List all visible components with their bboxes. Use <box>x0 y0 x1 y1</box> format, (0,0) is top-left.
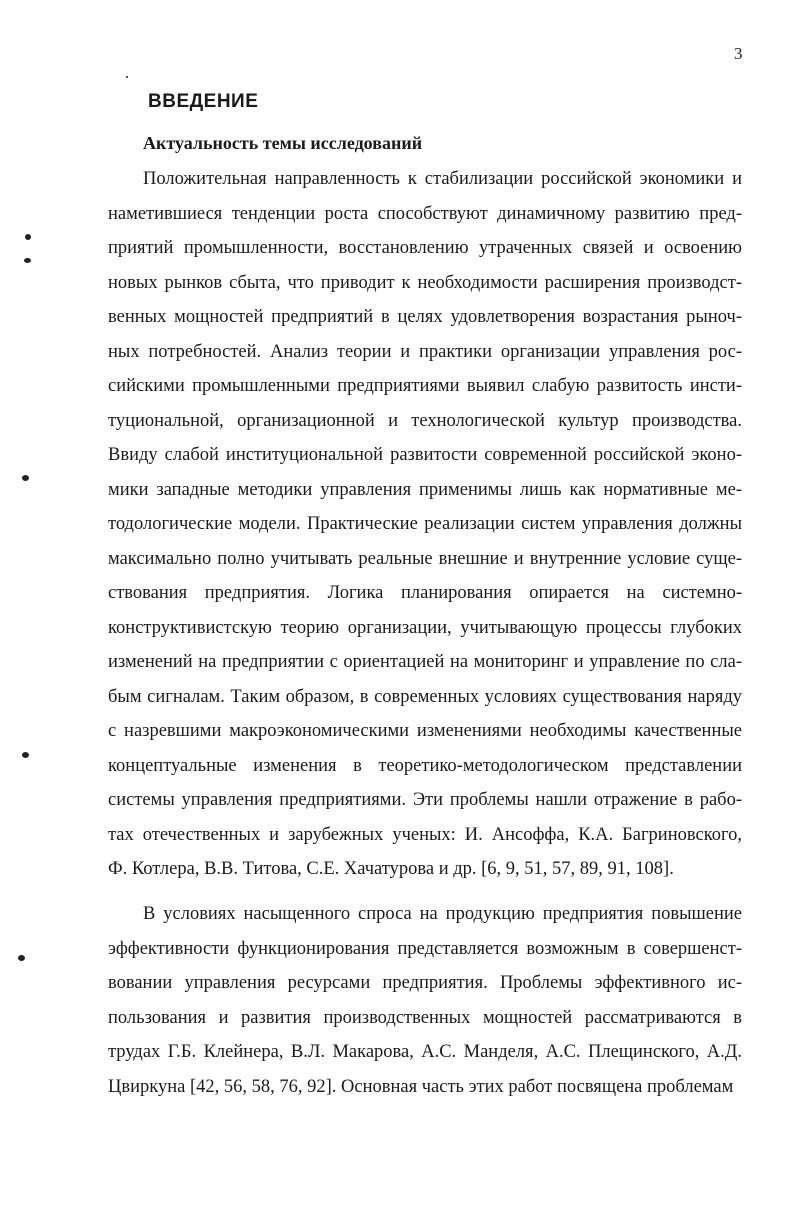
text-line: ствования предприятия. Логика планирования опирается на системно- <box>108 583 742 603</box>
text-line: максимально полно учитывать реальные внешние и внутренние условие суще- <box>108 549 742 569</box>
scan-speck <box>18 955 25 961</box>
text-line: Положительная направленность к стабилизации российской экономики и <box>143 169 742 189</box>
text-line: тодологические модели. Практические реализации систем управления должны <box>108 514 742 534</box>
text-line: с назревшими макроэкономическими изменениями необходимы качественные <box>108 721 742 741</box>
text-line: Цвиркуна [42, 56, 58, 76, 92]. Основная часть этих работ посвящена проблемам <box>108 1077 734 1097</box>
page-number: 3 <box>734 44 743 63</box>
text-line: тах отечественных и зарубежных ученых: И. Ансоффа, К.А. Багриновского, <box>108 825 742 845</box>
section-subheading: Актуальность темы исследований <box>143 133 423 153</box>
scan-speck <box>24 258 31 263</box>
text-line: трудах Г.Б. Клейнера, В.Л. Макарова, А.С. Манделя, А.С. Плещинского, А.Д. <box>108 1042 742 1062</box>
scan-speck <box>22 752 29 758</box>
text-line: В условиях насыщенного спроса на продукцию предприятия повышение <box>143 904 742 924</box>
text-line: системы управления предприятиями. Эти проблемы нашли отражение в рабо- <box>108 790 742 810</box>
text-line: ных потребностей. Анализ теории и практики организации управления рос- <box>108 342 742 362</box>
text-line: Ввиду слабой институциональной развитости современной российской эконо- <box>108 445 742 465</box>
scan-speck <box>22 475 29 481</box>
text-line: бым сигналам. Таким образом, в современных условиях существования наряду <box>108 687 742 707</box>
text-line: венных мощностей предприятий в целях удовлетворения возрастания рыноч- <box>108 307 742 327</box>
text-line: вовании управления ресурсами предприятия. Проблемы эффективного ис- <box>108 973 742 993</box>
text-line: конструктивистскую теорию организации, учитывающую процессы глубоких <box>108 618 742 638</box>
text-line: сийскими промышленными предприятиями выявил слабую развитость инсти- <box>108 376 742 396</box>
scan-speck <box>25 234 31 240</box>
text-line: Ф. Котлера, В.В. Титова, С.Е. Хачатурова и др. [6, 9, 51, 57, 89, 91, 108]. <box>108 859 674 879</box>
text-line: эффективности функционирования представляется возможным в совершенст- <box>108 939 742 959</box>
text-line: новых рынков сбыта, что приводит к необходимости расширения производст- <box>108 273 742 293</box>
text-line: концептуальные изменения в теоретико-методологическом представлении <box>108 756 742 776</box>
section-heading: ВВЕДЕНИЕ <box>148 91 259 112</box>
text-line: приятий промышленности, восстановлению утраченных связей и освоению <box>108 238 742 258</box>
text-line: наметившиеся тенденции роста способствуют динамичному развитию пред- <box>108 204 742 224</box>
scan-speck <box>126 76 128 78</box>
text-line: изменений на предприятии с ориентацией на мониторинг и управление по сла- <box>108 652 742 672</box>
text-line: мики западные методики управления применимы лишь как нормативные ме- <box>108 480 742 500</box>
text-line: туциональной, организационной и технологической культур производства. <box>108 411 742 431</box>
text-line: пользования и развития производственных мощностей рассматриваются в <box>108 1008 742 1028</box>
